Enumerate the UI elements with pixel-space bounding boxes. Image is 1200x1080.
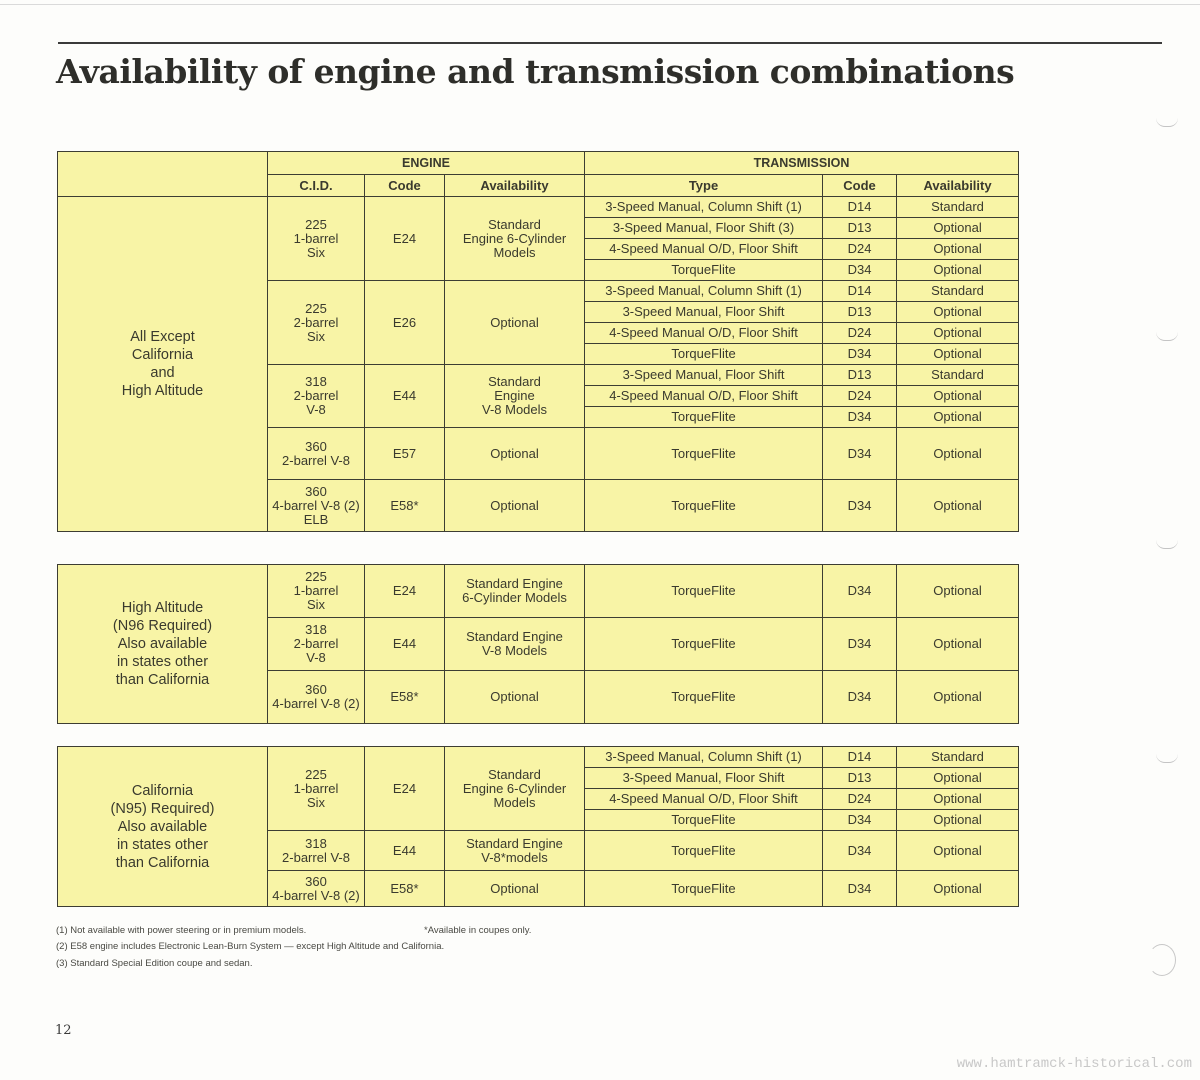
- engine-code: E58*: [365, 671, 445, 724]
- transmission-code: D34: [823, 344, 897, 365]
- footnote-2: (2) E58 engine includes Electronic Lean-Burn System — except High Altitude and California.: [56, 941, 445, 952]
- transmission-type: 3-Speed Manual, Floor Shift: [585, 365, 823, 386]
- transmission-type: 3-Speed Manual, Column Shift (1): [585, 747, 823, 768]
- engine-availability: Optional: [445, 281, 585, 365]
- col-header-code: Code: [365, 175, 445, 197]
- binder-mark: [1156, 332, 1178, 341]
- engine-code: E57: [365, 428, 445, 480]
- transmission-availability: Standard: [897, 747, 1019, 768]
- transmission-type: TorqueFlite: [585, 344, 823, 365]
- engine-cid: 225 1-barrel Six: [268, 747, 365, 831]
- table-row: [58, 565, 1019, 618]
- col-header-cid: C.I.D.: [268, 175, 365, 197]
- engine-code: E44: [365, 365, 445, 428]
- footnote-1: (1) Not available with power steering or in premium models.: [56, 925, 307, 936]
- transmission-availability: Optional: [897, 565, 1019, 618]
- transmission-code: D13: [823, 768, 897, 789]
- transmission-type: 4-Speed Manual O/D, Floor Shift: [585, 323, 823, 344]
- engine-cid: 360 2-barrel V-8: [268, 428, 365, 480]
- engine-cid: 360 4-barrel V-8 (2): [268, 871, 365, 907]
- transmission-type: 4-Speed Manual O/D, Floor Shift: [585, 789, 823, 810]
- transmission-type: TorqueFlite: [585, 871, 823, 907]
- transmission-code: D34: [823, 565, 897, 618]
- col-header-trans-code: Code: [823, 175, 897, 197]
- region-label: High Altitude (N96 Required) Also available in states other than California: [58, 565, 268, 724]
- engine-cid: 360 4-barrel V-8 (2): [268, 671, 365, 724]
- transmission-type: TorqueFlite: [585, 671, 823, 724]
- engine-header: ENGINE: [268, 152, 585, 175]
- top-edge-line: [0, 4, 1200, 5]
- transmission-code: D34: [823, 810, 897, 831]
- combinations-table-standard: [57, 151, 1019, 532]
- transmission-type: 3-Speed Manual, Column Shift (1): [585, 281, 823, 302]
- engine-availability: Optional: [445, 871, 585, 907]
- engine-code: E24: [365, 747, 445, 831]
- transmission-availability: Optional: [897, 671, 1019, 724]
- engine-code: E26: [365, 281, 445, 365]
- transmission-code: D34: [823, 831, 897, 871]
- col-header-type: Type: [585, 175, 823, 197]
- engine-code: E44: [365, 831, 445, 871]
- engine-code: E24: [365, 197, 445, 281]
- transmission-availability: Optional: [897, 218, 1019, 239]
- table-row: [58, 747, 1019, 768]
- engine-availability: Optional: [445, 428, 585, 480]
- transmission-type: 4-Speed Manual O/D, Floor Shift: [585, 239, 823, 260]
- engine-code: E58*: [365, 480, 445, 532]
- col-header-availability: Availability: [445, 175, 585, 197]
- engine-availability: Optional: [445, 480, 585, 532]
- binder-mark: [1156, 118, 1178, 127]
- region-label: California (N95) Required) Also available in states other than California: [58, 747, 268, 907]
- transmission-code: D14: [823, 197, 897, 218]
- header-rule: [58, 42, 1162, 44]
- engine-cid: 360 4-barrel V-8 (2) ELB: [268, 480, 365, 532]
- table-row: [58, 197, 1019, 218]
- engine-cid: 225 1-barrel Six: [268, 197, 365, 281]
- transmission-availability: Optional: [897, 831, 1019, 871]
- transmission-code: D14: [823, 281, 897, 302]
- engine-availability: Standard Engine V-8*models: [445, 831, 585, 871]
- transmission-type: 3-Speed Manual, Column Shift (1): [585, 197, 823, 218]
- transmission-code: D34: [823, 428, 897, 480]
- engine-cid: 318 2-barrel V-8: [268, 831, 365, 871]
- transmission-availability: Optional: [897, 871, 1019, 907]
- engine-cid: 318 2-barrel V-8: [268, 365, 365, 428]
- transmission-availability: Standard: [897, 197, 1019, 218]
- engine-availability: Standard Engine 6-Cylinder Models: [445, 747, 585, 831]
- engine-availability: Standard Engine V-8 Models: [445, 365, 585, 428]
- transmission-type: 3-Speed Manual, Floor Shift: [585, 302, 823, 323]
- footnote-star: *Available in coupes only.: [424, 925, 532, 936]
- transmission-code: D24: [823, 386, 897, 407]
- transmission-availability: Optional: [897, 768, 1019, 789]
- transmission-code: D13: [823, 218, 897, 239]
- transmission-code: D13: [823, 365, 897, 386]
- transmission-code: D34: [823, 407, 897, 428]
- transmission-code: D14: [823, 747, 897, 768]
- transmission-type: TorqueFlite: [585, 618, 823, 671]
- engine-cid: 225 2-barrel Six: [268, 281, 365, 365]
- transmission-type: 3-Speed Manual, Floor Shift: [585, 768, 823, 789]
- transmission-code: D24: [823, 239, 897, 260]
- transmission-availability: Optional: [897, 323, 1019, 344]
- engine-code: E44: [365, 618, 445, 671]
- transmission-availability: Optional: [897, 302, 1019, 323]
- transmission-type: TorqueFlite: [585, 565, 823, 618]
- transmission-availability: Optional: [897, 789, 1019, 810]
- transmission-code: D34: [823, 671, 897, 724]
- engine-cid: 318 2-barrel V-8: [268, 618, 365, 671]
- transmission-availability: Standard: [897, 365, 1019, 386]
- transmission-code: D24: [823, 789, 897, 810]
- transmission-availability: Standard: [897, 281, 1019, 302]
- transmission-type: TorqueFlite: [585, 810, 823, 831]
- corner-cell: [58, 152, 268, 197]
- transmission-code: D34: [823, 260, 897, 281]
- transmission-availability: Optional: [897, 407, 1019, 428]
- transmission-type: TorqueFlite: [585, 428, 823, 480]
- page-number: 12: [55, 1023, 72, 1038]
- transmission-type: 4-Speed Manual O/D, Floor Shift: [585, 386, 823, 407]
- engine-availability: Standard Engine 6-Cylinder Models: [445, 565, 585, 618]
- transmission-type: TorqueFlite: [585, 260, 823, 281]
- transmission-type: 3-Speed Manual, Floor Shift (3): [585, 218, 823, 239]
- transmission-availability: Optional: [897, 260, 1019, 281]
- transmission-code: D34: [823, 480, 897, 532]
- page-title: Availability of engine and transmission combinations: [56, 52, 1015, 91]
- combinations-table-california: [57, 746, 1019, 907]
- engine-availability: Optional: [445, 671, 585, 724]
- binder-hole: [1148, 944, 1176, 976]
- transmission-code: D34: [823, 871, 897, 907]
- transmission-availability: Optional: [897, 386, 1019, 407]
- transmission-availability: Optional: [897, 810, 1019, 831]
- combinations-table-high-altitude: [57, 564, 1019, 724]
- transmission-availability: Optional: [897, 344, 1019, 365]
- transmission-code: D24: [823, 323, 897, 344]
- engine-code: E24: [365, 565, 445, 618]
- transmission-type: TorqueFlite: [585, 480, 823, 532]
- binder-mark: [1156, 754, 1178, 763]
- binder-mark: [1156, 540, 1178, 549]
- watermark: www.hamtramck-historical.com: [956, 1056, 1192, 1072]
- engine-availability: Standard Engine V-8 Models: [445, 618, 585, 671]
- transmission-availability: Optional: [897, 239, 1019, 260]
- transmission-code: D13: [823, 302, 897, 323]
- transmission-code: D34: [823, 618, 897, 671]
- engine-cid: 225 1-barrel Six: [268, 565, 365, 618]
- engine-code: E58*: [365, 871, 445, 907]
- col-header-trans-availability: Availability: [897, 175, 1019, 197]
- region-label: All Except California and High Altitude: [58, 197, 268, 532]
- transmission-type: TorqueFlite: [585, 407, 823, 428]
- footnote-3: (3) Standard Special Edition coupe and sedan.: [56, 958, 253, 969]
- transmission-availability: Optional: [897, 480, 1019, 532]
- transmission-header: TRANSMISSION: [585, 152, 1019, 175]
- engine-availability: Standard Engine 6-Cylinder Models: [445, 197, 585, 281]
- transmission-availability: Optional: [897, 618, 1019, 671]
- transmission-type: TorqueFlite: [585, 831, 823, 871]
- transmission-availability: Optional: [897, 428, 1019, 480]
